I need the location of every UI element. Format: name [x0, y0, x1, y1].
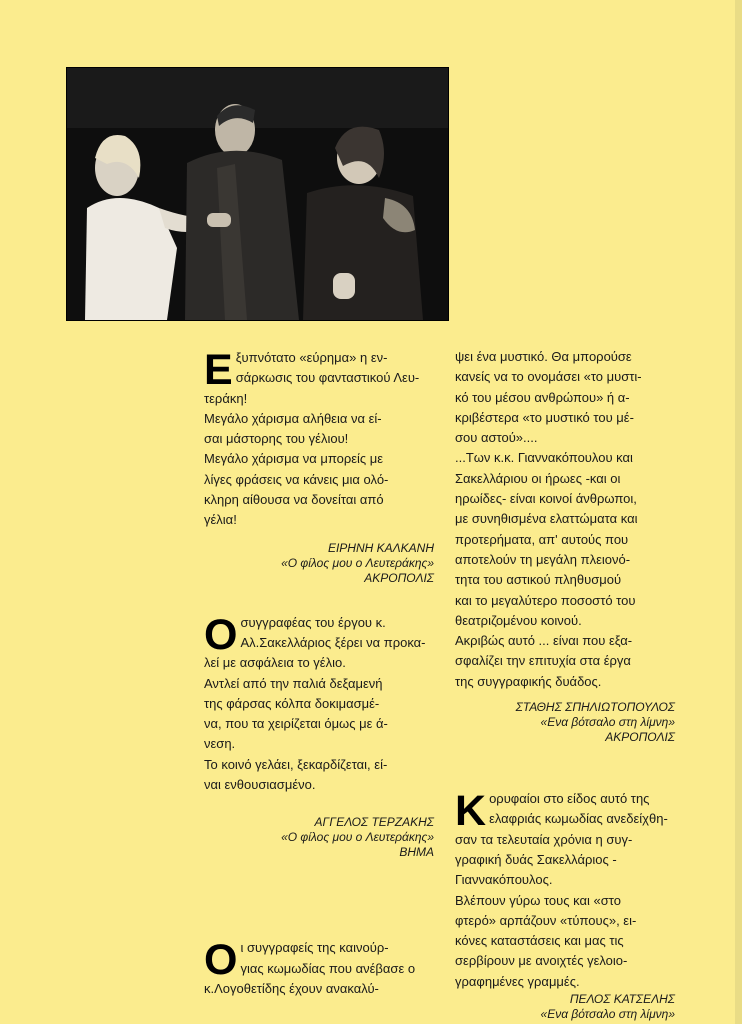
text-line: αποτελούν τη μεγάλη πλειονό- — [455, 551, 631, 567]
text-line: κ.Λογοθετίδης έχουν ανακαλύ- — [204, 980, 379, 996]
text-line: Μεγάλο χάρισμα αλήθεια να εί- — [204, 410, 382, 426]
review-work: «Ενα βότσαλο στη λίμνη» — [540, 1007, 675, 1022]
text-line: φτερό» αρπάζουν «τύπους», ει- — [455, 912, 637, 928]
review-author: ΠΕΛΟΣ ΚΑΤΣΕΛΗΣ — [569, 992, 675, 1007]
review-author: ΕΙΡΗΝΗ ΚΑΛΚΑΝΗ — [327, 540, 434, 555]
stage-photo — [66, 67, 449, 321]
text-line: Μεγάλο χάρισμα να μπορείς με — [204, 451, 384, 467]
review-katselis — [455, 789, 675, 1022]
text-line: να, που τα χειρίζεται όμως με ά- — [204, 716, 388, 732]
text-line: Αλ.Σακελλάριος ξέρει να προκα- — [240, 634, 426, 650]
review-spiliotopoulos-cont — [455, 347, 675, 745]
text-line: ελαφριάς κωμωδίας ανεδείχθη- — [489, 811, 668, 827]
text-line: γιας κωμωδίας που ανέβασε ο — [240, 960, 416, 976]
text-line: λίγες φράσεις να κάνεις μια ολό- — [204, 471, 389, 487]
text-line: Σακελλάριου οι ήρωες -και οι — [455, 470, 621, 486]
text-line: λεί με ασφάλεια το γέλιο. — [204, 655, 346, 671]
text-line: σφαλίζει την επιτυχία στα έργα — [455, 653, 631, 669]
review-source: ΒΗΜΑ — [399, 845, 434, 860]
drop-cap: Ο — [204, 936, 238, 985]
review-kalkani — [204, 348, 434, 586]
review-source: ΑΚΡΟΠΟΛΙΣ — [605, 730, 675, 745]
text-line: Αντλεί από την παλιά δεξαμενή — [204, 675, 383, 691]
text-line: γέλια! — [204, 512, 237, 528]
text-line: ...Των κ.κ. Γιαννακόπουλου και — [455, 450, 633, 466]
text-line: κριβέστερα «το μυστικό του μέ- — [455, 409, 634, 425]
text-line: σου αστού».... — [455, 430, 538, 446]
drop-cap: Ο — [204, 610, 238, 659]
text-line: σαν τα τελευταία χρόνια η συγ- — [455, 831, 633, 847]
text-line: σαι μάστορης του γέλιου! — [204, 431, 349, 447]
text-line: συγγραφέας του έργου κ. — [240, 614, 386, 630]
review-spiliotopoulos-start — [204, 938, 434, 999]
drop-cap: Κ — [455, 787, 487, 836]
drop-cap: Ε — [204, 346, 233, 394]
text-line: προτερήματα, απ' αυτούς που — [455, 531, 629, 547]
text-line: ψει ένα μυστικό. Θα μπορούσε — [455, 349, 632, 364]
text-line: ι συγγραφείς της καινούρ- — [240, 940, 389, 956]
left-column — [204, 348, 434, 999]
review-source: ΑΚΡΟΠΟΛΙΣ — [364, 570, 434, 585]
text-line: Γιαννακόπουλος. — [455, 872, 553, 888]
text-line: τεράκη! — [204, 390, 248, 406]
text-line: κόνες καταστάσεις και μας τις — [455, 933, 624, 949]
text-line: κανείς να το ονομάσει «το μυστι- — [455, 369, 642, 385]
text-line: γραφική δυάς Σακελλάριος - — [455, 851, 617, 867]
text-line: με συνηθισμένα ελαττώματα και — [455, 511, 638, 527]
text-line: Το κοινό γελάει, ξεκαρδίζεται, εί- — [204, 756, 388, 772]
page-edge — [735, 0, 742, 1024]
text-line: ξυπνότατο «εύρημα» η εν- — [235, 350, 388, 365]
text-line: κό του μέσου ανθρώπου» ή α- — [455, 389, 630, 405]
text-line: γραφημένες γραμμές. — [455, 973, 580, 989]
text-line: της συγγραφικής δυάδος. — [455, 673, 602, 689]
text-line: σερβίρουν με ανοιχτές γελοιο- — [455, 953, 628, 969]
review-spiliotopoulos-text-cont — [455, 347, 675, 692]
text-line: ναι ενθουσιασμένο. — [204, 777, 316, 793]
text-line: κληρη αίθουσα να δονείται από — [204, 492, 384, 508]
review-terzakis-text — [204, 610, 434, 796]
text-line: τητα του αστικού πληθυσμού — [455, 572, 622, 588]
review-spiliotopoulos-text-start — [204, 938, 434, 999]
review-author: ΣΤΑΘΗΣ ΣΠΗΛΙΩΤΟΠΟΥΛΟΣ — [515, 700, 675, 715]
review-author: ΑΓΓΕΛΟΣ ΤΕΡΖΑΚΗΣ — [314, 815, 434, 830]
review-kalkani-text — [204, 348, 434, 531]
right-column — [455, 347, 675, 1022]
text-line: νεση. — [204, 736, 236, 752]
text-line: θεατριζομένου κοινού. — [455, 612, 582, 628]
text-line: σάρκωσις του φανταστικού Λευ- — [235, 370, 420, 386]
review-work: «Ενα βότσαλο στη λίμνη» — [540, 715, 675, 730]
text-line: ηρωίδες- είναι κοινοί άνθρωποι, — [455, 491, 637, 507]
text-line: και το μεγαλύτερο ποσοστό του — [455, 592, 636, 608]
review-work: «Ο φίλος μου ο Λευτεράκης» — [281, 555, 434, 570]
review-katselis-text — [455, 789, 675, 992]
review-terzakis — [204, 610, 434, 861]
text-line: Βλέπουν γύρω τους και «στο — [455, 892, 621, 908]
text-line: Ακριβώς αυτό ... είναι που εξα- — [455, 633, 633, 649]
text-line: ορυφαίοι στο είδος αυτό της — [489, 791, 650, 807]
review-work: «Ο φίλος μου ο Λευτεράκης» — [281, 830, 434, 845]
text-line: της φάρσας κόλπα δοκιμασμέ- — [204, 695, 380, 711]
stage-photo-image — [67, 68, 448, 320]
